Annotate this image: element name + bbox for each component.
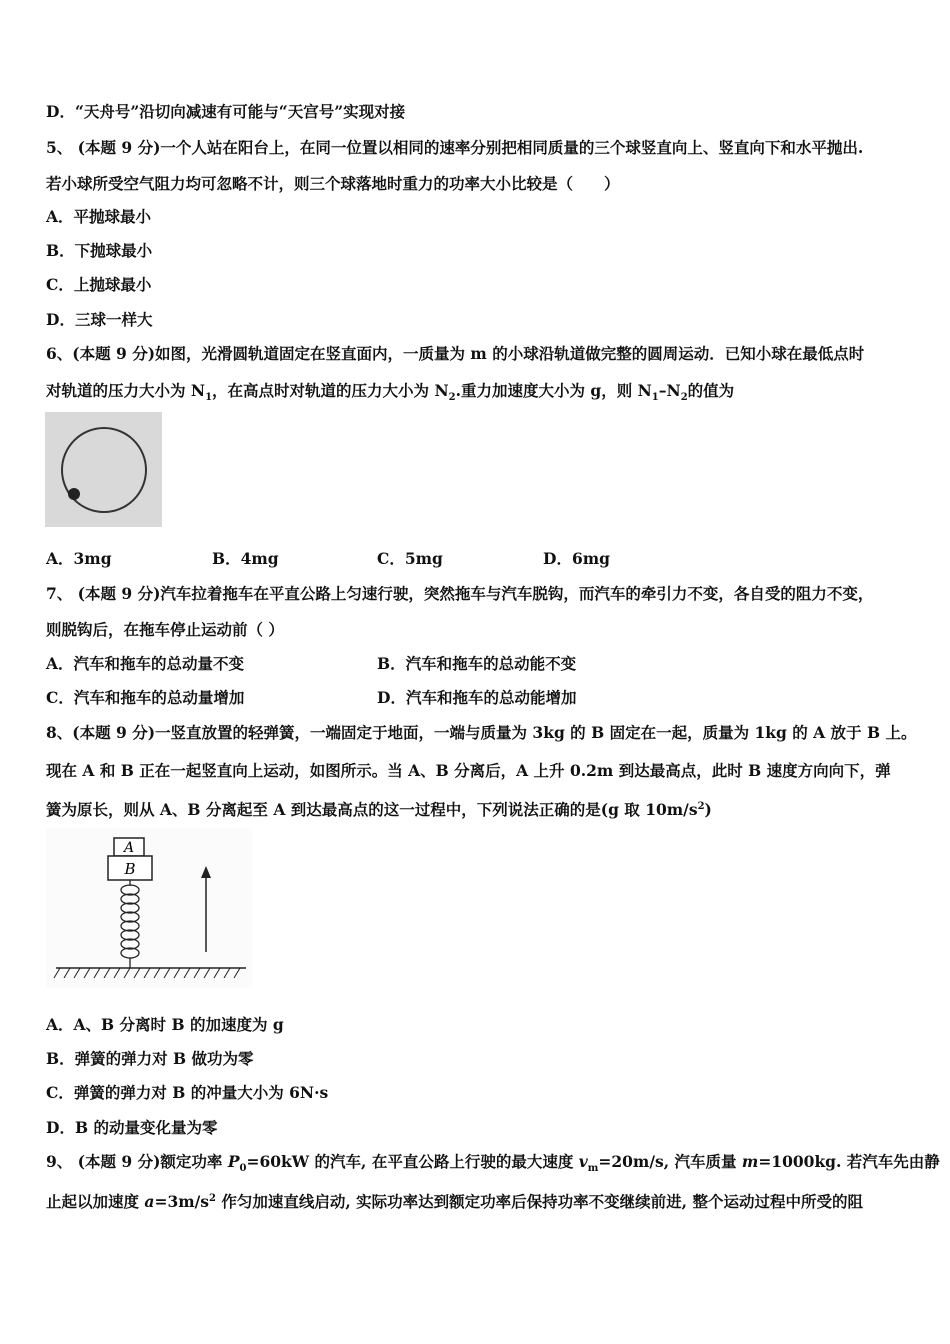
q8-option-c: C．弹簧的弹力对 B 的冲量大小为 6N·s bbox=[46, 1083, 329, 1102]
q5-option-c: C．上抛球最小 bbox=[46, 275, 152, 294]
svg-text:A: A bbox=[123, 840, 135, 856]
q8-option-d: D．B 的动量变化量为零 bbox=[46, 1118, 218, 1137]
q6-option-b: B．4mg bbox=[212, 549, 279, 568]
q6-option-c: C．5mg bbox=[377, 549, 443, 568]
q5-option-d: D．三球一样大 bbox=[46, 310, 153, 329]
q5-option-a: A．平抛球最小 bbox=[46, 207, 152, 226]
q6-stem-line2: 对轨道的压力大小为 $N_1$，在高点时对轨道的压力大小为 $N_2$.重力加速度大小为 g，则 $N_1-N_2$的值为 bbox=[46, 381, 735, 404]
q9-stem-line1: 9、 (本题 9 分)额定功率 $P_0=60kW$ 的汽车, 在平直公路上行驶的最大速度 $v_m=20m/s$, 汽车质量 m=1000kg. 若汽车先由静 bbox=[46, 1152, 940, 1175]
q7-option-c: C．汽车和拖车的总动量增加 bbox=[46, 688, 245, 707]
spring-blocks-figure bbox=[46, 828, 252, 988]
q8-option-b: B．弹簧的弹力对 B 做功为零 bbox=[46, 1049, 254, 1068]
svg-text:B: B bbox=[124, 860, 136, 878]
q7-stem-line2: 则脱钩后，在拖车停止运动前（ ） bbox=[46, 620, 284, 639]
q6-stem-line1: 6、(本题 9 分)如图，光滑圆轨道固定在竖直面内，一质量为 m 的小球沿轨道做完整的圆周运动．已知小球在最低点时 bbox=[46, 344, 865, 363]
q8-stem-line3: 簧为原长，则从 A、B 分离起至 A 到达最高点的这一过程中，下列说法正确的是(g 取 $10m/s^2$) bbox=[46, 800, 712, 820]
q7-option-b: B．汽车和拖车的总动能不变 bbox=[377, 654, 577, 673]
q5-stem-line1: 5、 (本题 9 分)一个人站在阳台上，在同一位置以相同的速率分别把相同质量的三个球竖直向上、竖直向下和水平抛出. bbox=[46, 138, 864, 157]
q6-options bbox=[46, 549, 610, 569]
q8-stem-line1: 8、(本题 9 分)一竖直放置的轻弹簧，一端固定于地面，一端与质量为 3kg 的 B 固定在一起，质量为 1kg 的 A 放于 B 上。 bbox=[46, 723, 917, 742]
q7-options-row1 bbox=[46, 654, 576, 674]
q8-option-a: A．A、B 分离时 B 的加速度为 g bbox=[46, 1015, 284, 1034]
circular-track-figure bbox=[45, 412, 162, 527]
q6-option-a: A．3mg bbox=[46, 549, 112, 568]
q4-option-d: D．“天舟号”沿切向减速有可能与“天宫号”实现对接 bbox=[46, 102, 406, 121]
q7-option-d: D．汽车和拖车的总动能增加 bbox=[377, 688, 577, 707]
q5-option-b: B．下抛球最小 bbox=[46, 241, 153, 260]
q6-option-d: D．6mg bbox=[543, 549, 610, 568]
q8-stem-line2: 现在 A 和 B 正在一起竖直向上运动，如图所示。当 A、B 分离后，A 上升 0.2m 到达最高点，此时 B 速度方向向下，弹 bbox=[46, 761, 891, 780]
q9-stem-line2: 止起以加速度 $a=3m/s^2$ 作匀加速直线启动, 实际功率达到额定功率后保持功率不变继续前进, 整个运动过程中所受的阻 bbox=[46, 1192, 863, 1212]
q7-stem-line1: 7、 (本题 9 分)汽车拉着拖车在平直公路上匀速行驶，突然拖车与汽车脱钩，而汽车的牵引力不变，各自受的阻力不变， bbox=[46, 584, 874, 603]
q7-options-row2 bbox=[46, 688, 576, 708]
q7-option-a: A．汽车和拖车的总动量不变 bbox=[46, 654, 245, 673]
q5-stem-line2: 若小球所受空气阻力均可忽略不计，则三个球落地时重力的功率大小比较是（ ） bbox=[46, 174, 620, 193]
